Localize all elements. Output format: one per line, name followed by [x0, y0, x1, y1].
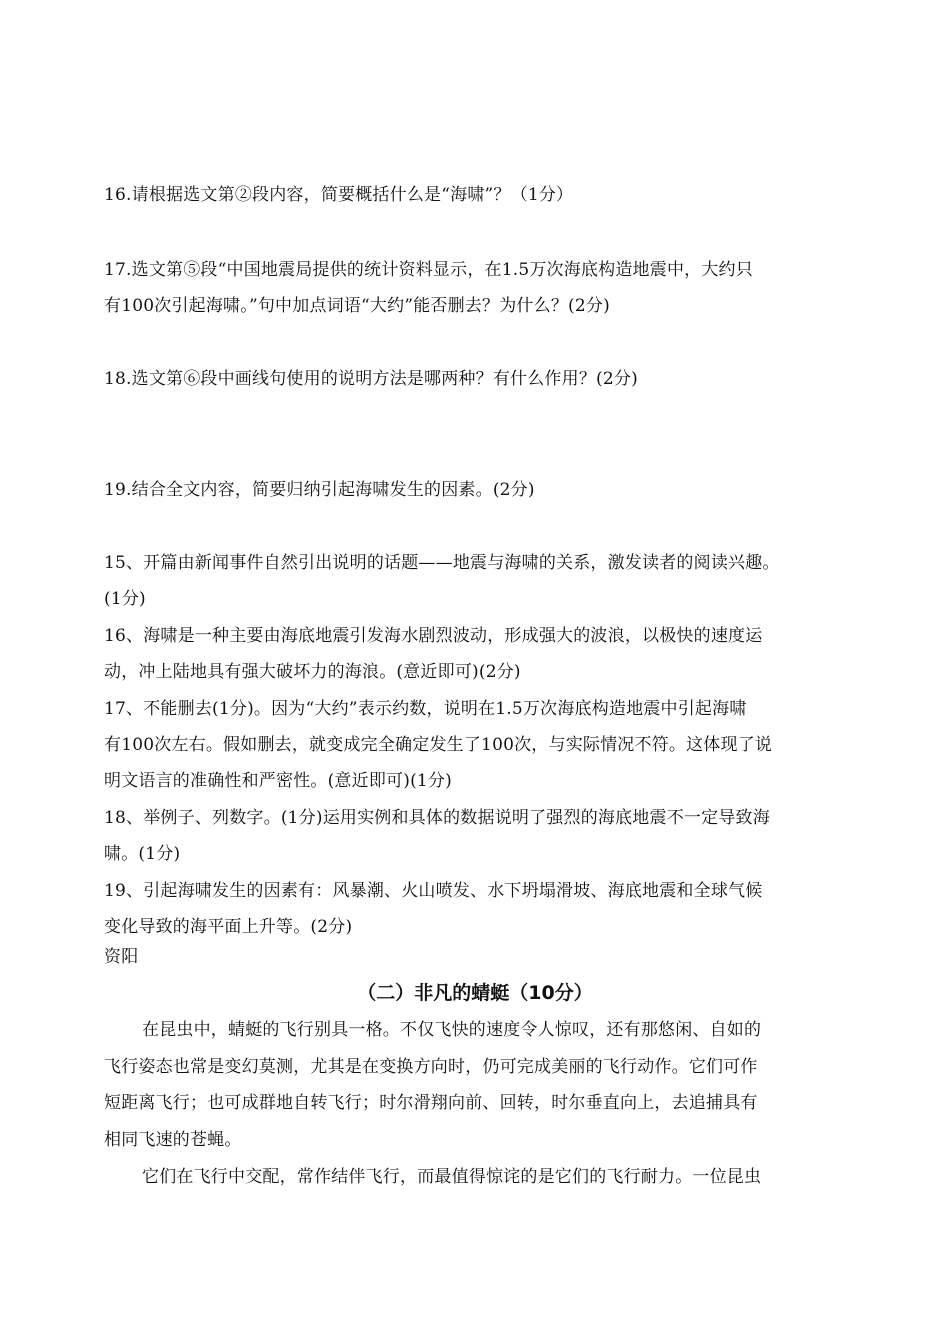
- passage-line: 飞行姿态也常是变幻莫测，尤其是在变换方向时，仍可完成美丽的飞行动作。它们可作: [104, 1057, 758, 1077]
- passage-line: 它们在飞行中交配，常作结伴飞行，而最值得惊诧的是它们的飞行耐力。一位昆虫: [142, 1167, 762, 1187]
- answer-18-line-1: 18、举例子、列数字。(1分)运用实例和具体的数据说明了强烈的海底地震不一定导致海: [104, 808, 770, 828]
- passage-line: 在昆虫中，蜻蜓的飞行别具一格。不仅飞快的速度令人惊叹，还有那悠闲、自如的: [142, 1020, 762, 1040]
- question-16: 16.请根据选文第②段内容，简要概括什么是“海啸”？（1分）: [104, 185, 574, 205]
- answer-17-line-1: 17、不能删去(1分)。因为“大约”表示约数，说明在1.5万次海底构造地震中引起海啸: [104, 699, 747, 719]
- answer-19-line-1: 19、引起海啸发生的因素有：风暴潮、火山喷发、水下坍塌滑坡、海底地震和全球气候: [104, 881, 763, 901]
- answer-15-line-1: 15、开篇由新闻事件自然引出说明的话题——地震与海啸的关系，激发读者的阅读兴趣。: [104, 553, 780, 573]
- answer-19-line-2: 变化导致的海平面上升等。(2分): [104, 917, 353, 937]
- passage-line: 短距离飞行；也可成群地自转飞行；时尔滑翔向前、回转，时尔垂直向上，去追捕具有: [104, 1093, 758, 1113]
- question-18: 18.选文第⑥段中画线句使用的说明方法是哪两种？有什么作用？(2分): [104, 369, 638, 389]
- region-label: 资阳: [104, 947, 139, 967]
- answer-15-line-2: (1分): [104, 589, 146, 609]
- question-17-line-1: 17.选文第⑤段“中国地震局提供的统计资料显示，在1.5万次海底构造地震中，大约只: [104, 260, 753, 280]
- passage-line: 相同飞速的苍蝇。: [104, 1130, 242, 1150]
- answer-16-line-2: 动，冲上陆地具有强大破坏力的海浪。(意近即可)(2分): [104, 662, 521, 682]
- section-title: （二）非凡的蜻蜓（10分）: [357, 982, 593, 1004]
- answer-17-line-3: 明文语言的准确性和严密性。(意近即可)(1分): [104, 771, 452, 791]
- question-17-line-2: 有100次引起海啸。”句中加点词语“大约”能否删去？为什么？(2分): [104, 296, 610, 316]
- answer-16-line-1: 16、海啸是一种主要由海底地震引发海水剧烈波动，形成强大的波浪，以极快的速度运: [104, 626, 763, 646]
- answer-18-line-2: 啸。(1分): [104, 844, 181, 864]
- question-19: 19.结合全文内容，简要归纳引起海啸发生的因素。(2分): [104, 480, 535, 500]
- answer-17-line-2: 有100次左右。假如删去，就变成完全确定发生了100次，与实际情况不符。这体现了说: [104, 735, 773, 755]
